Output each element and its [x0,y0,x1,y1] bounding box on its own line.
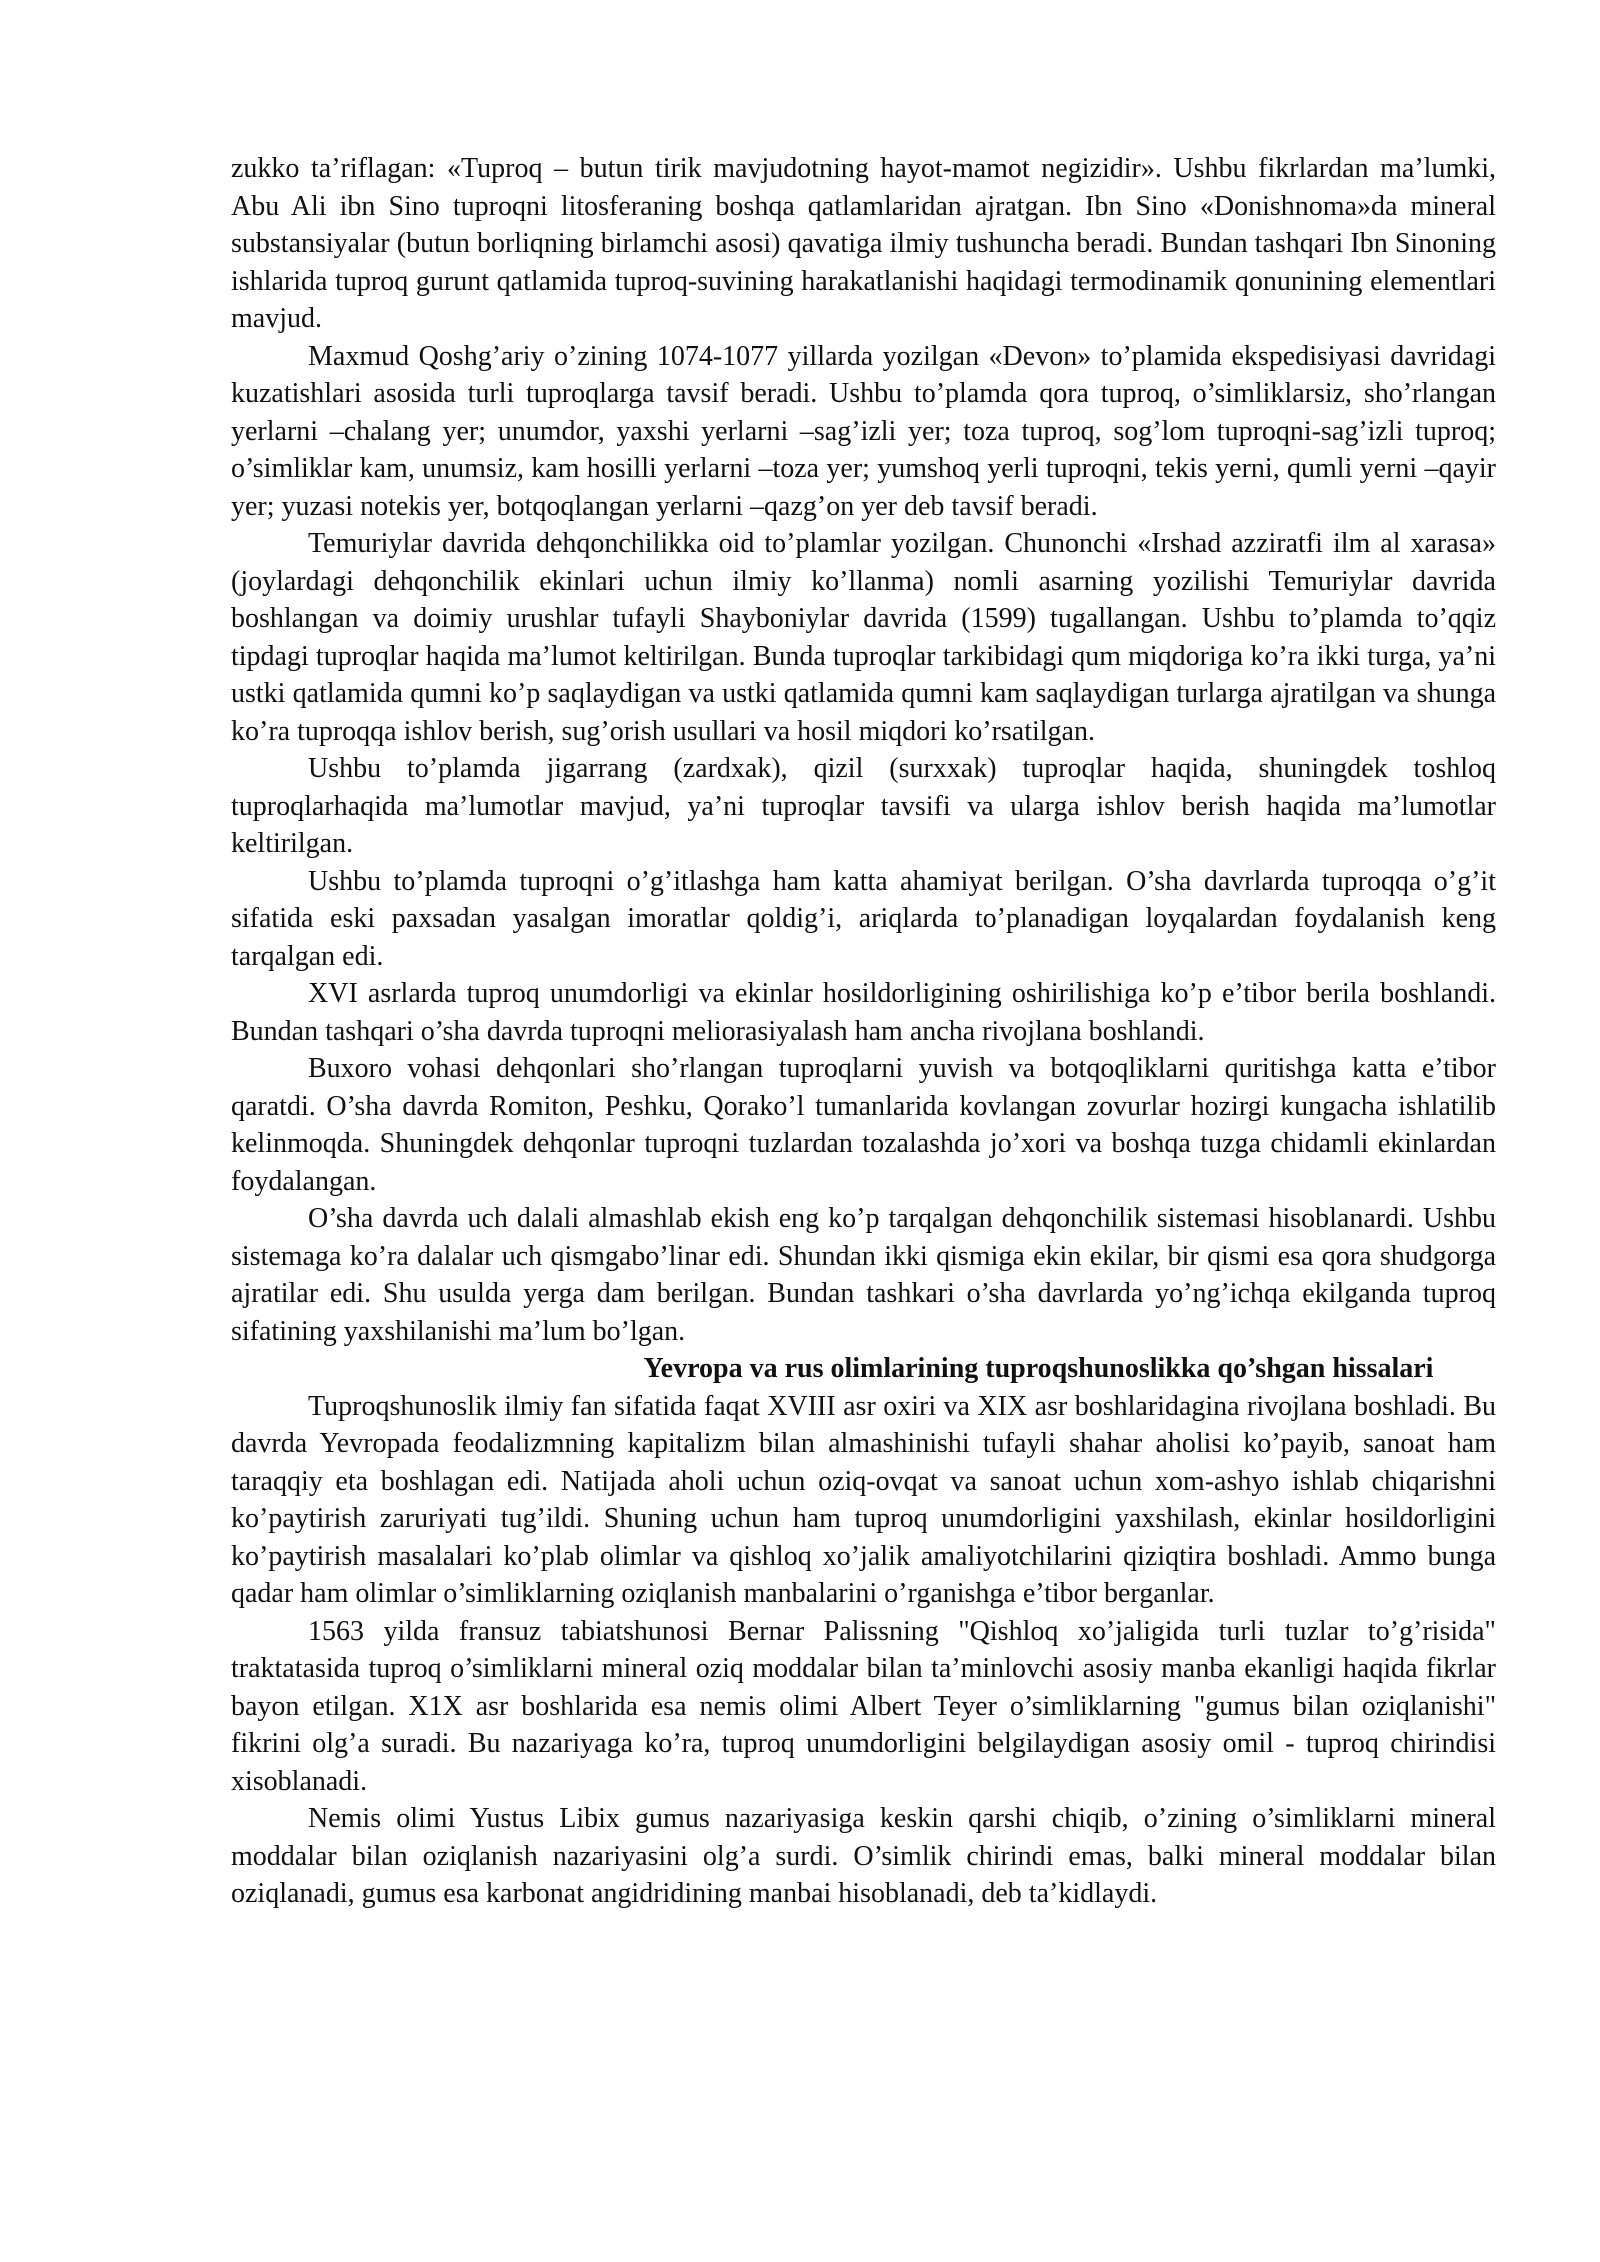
paragraph-fertilizing: Ushbu to’plamda tuproqni o’g’itlashga ham katta ahamiyat berilgan. O’sha davrlarda tuproqqa o’g’it sifatida eski paxsadan yasalgan imoratlar qoldig’i, ariqlarda to’planadigan loyqalardan foydalanish keng tarqalgan edi. [231,865,1496,972]
paragraph-ibn-sino: zukko ta’riflagan: «Tuproq – butun tirik mavjudotning hayot-mamot negizidir». Ushbu fikrlardan ma’lumki, Abu Ali ibn Sino tuproqni litosferaning boshqa qatlamlaridan ajratgan. Ibn Sino «Donishnoma»da mineral substansiyalar (butun borliqning birlamchi asosi) qavatiga ilmiy tushuncha beradi. Bundan tashqari Ibn Sinoning ishlarida tuproq gurunt qatlamida tuproq-suvining harakatlanishi haqidagi termodinamik qonunining elementlari mavjud. [231,153,1496,334]
paragraph-liebig: Nemis olimi Yustus Libix gumus nazariyasiga keskin qarshi chiqib, o’zining o’simliklarni mineral moddalar bilan oziqlanish nazariyasini olg’a surdi. O’simlik chirindi emas, balki mineral moddalar bilan oziqlanadi, gumus esa karbonat angidridining manbai hisoblanadi, deb ta’kidlaydi. [231,1803,1496,1909]
section-heading: Yevropa va rus olimlarining tuproqshunoslikka qo’shgan hissalari [643,1353,1434,1384]
paragraph-qoshgariy: Maxmud Qoshg’ariy o’zining 1074-1077 yillarda yozilgan «Devon» to’plamida ekspedisiyasi davridagi kuzatishlari asosida turli tuproqlarga tavsif beradi. Ushbu to’plamda qora tuproq, o’simliklarsiz, sho’rlangan yerlarni –chalang yer; unumdor, yaxshi yerlarni –sag’izli yer; toza tuproq, sog’lom tuproqni-sag’izli tuproq; o’simliklar kam, unumsiz, kam hosilli yerlarni –toza yer; yumshoq yerli tuproqni, tekis yerni, qumli yerni –qayir yer; yuzasi notekis yer, botqoqlangan yerlarni –qazg’on yer deb tavsif beradi. [231,340,1496,522]
document-page [231,150,1496,1913]
paragraph-crop-rotation: O’sha davrda uch dalali almashlab ekish eng ko’p tarqalgan dehqonchilik sistemasi hisoblanardi. Ushbu sistemaga ko’ra dalalar uch qismgabo’linar edi. Shundan ikki qismiga ekin ekilar, bir qismi esa qora shudgorga ajratilar edi. Shu usulda yerga dam berilgan. Bundan tashkari o’sha davrlarda yo’ng’ichqa ekilganda tuproq sifatining yaxshilanishi ma’lum bo’lgan. [231,1203,1496,1347]
paragraph-palissy: 1563 yilda fransuz tabiatshunosi Bernar Palissning "Qishloq xo’jaligida turli tuzlar to’g’risida" traktatasida tuproq o’simliklarni mineral oziq moddalar bilan ta’minlovchi asosiy manba ekanligi haqida fikrlar bayon etilgan. X1X asr boshlarida esa nemis olimi Albert Teyer o’simliklarning "gumus bilan oziqlanishi" fikrini olg’a suradi. Bu nazariyaga ko’ra, tuproq unumdorligini belgilaydigan asosiy omil - tuproq chirindisi xisoblanadi. [231,1615,1496,1797]
paragraph-soil-science-origin: Tuproqshunoslik ilmiy fan sifatida faqat XVIII asr oxiri va XIX asr boshlaridagina rivojlana boshladi. Bu davrda Yevropada feodalizmning kapitalizm bilan almashinishi tufayli shahar aholisi ko’payib, sanoat ham taraqqiy eta boshlagan edi. Natijada aholi uchun oziq-ovqat va sanoat uchun xom-ashyo ishlab chiqarishni ko’paytirish zaruriyati tug’ildi. Shuning uchun ham tuproq unumdorligini yaxshilash, ekinlar hosildorligini ko’paytirish masalalari ko’plab olimlar va qishloq xo’jalik amaliyotchilarini qiziqtira boshladi. Ammo bunga qadar ham olimlar o’simliklarning oziqlanish manbalarini o’rganishga e’tibor berganlar. [231,1390,1496,1609]
paragraph-soil-colors: Ushbu to’plamda jigarrang (zardxak), qizil (surxxak) tuproqlar haqida, shuningdek toshloq tuproqlarhaqida ma’lumotlar mavjud, ya’ni tuproqlar tavsifi va ularga ishlov berish haqida ma’lumotlar keltirilgan. [231,753,1496,859]
paragraph-buxoro: Buxoro vohasi dehqonlari sho’rlangan tuproqlarni yuvish va botqoqliklarni quritishga katta e’tibor qaratdi. O’sha davrda Romiton, Peshku, Qorako’l tumanlarida kovlangan zovurlar hozirgi kungacha ishlatilib kelinmoqda. Shuningdek dehqonlar tuproqni tuzlardan tozalashda jo’xori va boshqa tuzga chidamli ekinlardan foydalangan. [231,1053,1496,1197]
paragraph-xvi-century: XVI asrlarda tuproq unumdorligi va ekinlar hosildorligining oshirilishiga ko’p e’tibor berila boshlandi. Bundan tashqari o’sha davrda tuproqni meliorasiyalash ham ancha rivojlana boshlandi. [231,978,1496,1047]
paragraph-temuriylar: Temuriylar davrida dehqonchilikka oid to’plamlar yozilgan. Chunonchi «Irshad azziratfi ilm al xarasa» (joylardagi dehqonchilik ekinlari uchun ilmiy ko’llanma) nomli asarning yozilishi Temuriylar davrida boshlangan va doimiy urushlar tufayli Shayboniylar davrida (1599) tugallangan. Ushbu to’plamda to’qqiz tipdagi tuproqlar haqida ma’lumot keltirilgan. Bunda tuproqlar tarkibidagi qum miqdoriga ko’ra ikki turga, ya’ni ustki qatlamida qumni ko’p saqlaydigan va ustki qatlamida qumni kam saqlaydigan turlarga ajratilgan va shunga ko’ra tuproqqa ishlov berish, sug’orish usullari va hosil miqdori ko’rsatilgan. [231,528,1496,747]
